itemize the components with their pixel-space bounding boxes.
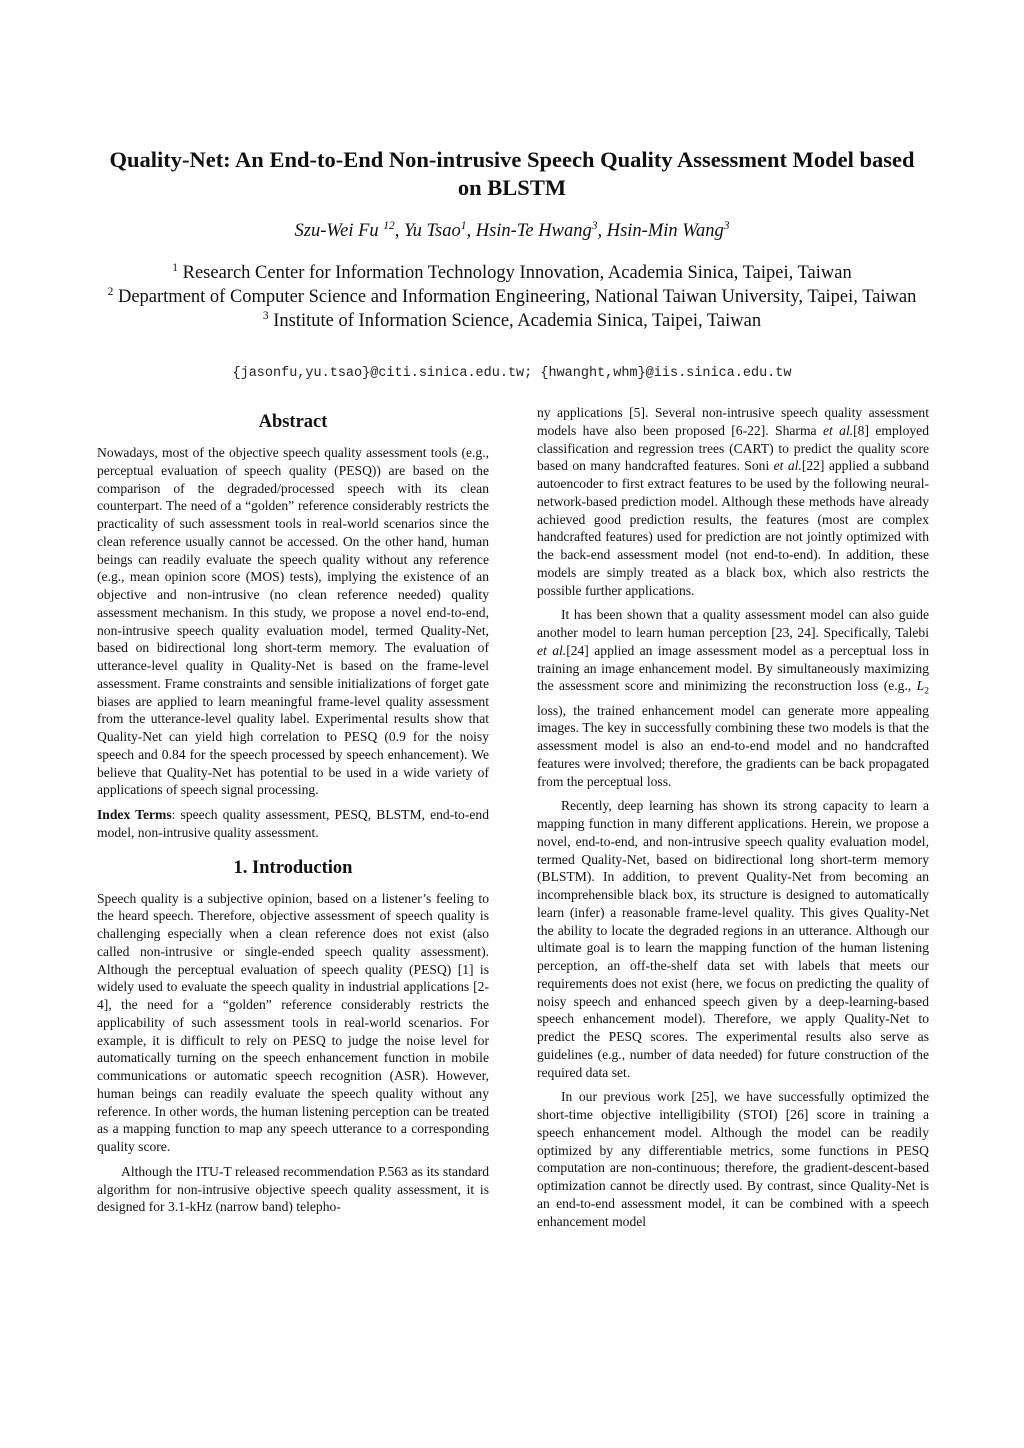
affiliation (96, 309, 928, 333)
author-emails: {jasonfu,yu.tsao}@citi.sinica.edu.tw; {hwanght,whm}@iis.sinica.edu.tw (232, 366, 792, 381)
text-run: loss), the trained enhancement model can generate more appealing images. The key in successfully combining these two models is that the assessment model is also an end-to-end model and no handcrafted features were involved; therefore, the gradients can be back propagated from the perceptual loss. (537, 702, 929, 789)
affiliation-list (96, 261, 928, 333)
text-run: [8] employed classification and regression trees (CART) to predict the quality score based on many handcrafted features. Soni (537, 422, 930, 474)
index-terms (97, 806, 489, 842)
intro-paragraph-2: Although the ITU-T released recommendation P.563 as its standard algorithm for non-intrusive objective speech quality assessment, it is designed for 3.1-kHz (narrow band) telepho- (97, 1163, 489, 1215)
et-al: et al. (773, 458, 802, 474)
introduction-heading: 1. Introduction (233, 857, 353, 878)
right-column (537, 404, 929, 1237)
index-terms-text: : speech quality assessment, PESQ, BLSTM, end-to-end model, non-intrusive quality assessment. (97, 807, 489, 840)
intro-paragraph-1: Speech quality is a subjective opinion, based on a listener’s feeling to the heard speech. Therefore, objective assessment of speech quality is challenging especially when a clean reference does not exist (also called non-intrusive or single-ended speech quality assessment). Although the perceptual evaluation of speech quality (PESQ) [1] is widely used to evaluate the speech quality in industrial applications [2-4], the need for a “golden” reference considerably restricts the applicability of such assessment tools in real-world scenarios. For example, it is difficult to rely on PESQ to judge the noise level for automatically turning on the speech enhancement function in mobile communications or automatic speech recognition (ASR). However, human beings can readily evaluate the speech quality without any reference. In other words, the human listening perception can be treated as a mapping function to map any speech utterance to a corresponding quality score. (97, 890, 489, 1154)
author-affiliation-mark: 1 (460, 219, 467, 232)
left-column (97, 404, 489, 1223)
index-terms-label: Index Terms (97, 807, 172, 822)
affiliation-mark: 2 (107, 285, 114, 298)
affiliation-mark: 3 (262, 309, 269, 322)
text-run: It has been shown that a quality assessment model can also guide another model to learn human perception [23, 24]. Specifically, Talebi (537, 607, 929, 640)
author-list: Szu-Wei Fu $^{12}$, Yu Tsao$^1$, Hsin-Te Hwang$^3$, Hsin-Min Wang$^3$ (294, 219, 730, 241)
author-name: Szu-Wei Fu (294, 221, 379, 241)
author-name: Hsin-Min Wang (606, 221, 724, 241)
math-subscript: 2 (924, 686, 929, 697)
text-run: [24] applied an image assessment model as a perceptual loss in training an image enhancement model. By simultaneously maximizing the assessment score and minimizing the reconstruction loss (e.g., (537, 642, 929, 694)
abstract-text: Nowadays, most of the objective speech quality assessment tools (e.g., perceptual evaluation of speech quality (PESQ)) are based on the comparison of the degraded/processed speech with its clean counterpart. The need of a “golden” reference considerably restricts the practicality of such assessment tools in real-world scenarios since the clean reference usually cannot be accessed. On the other hand, human beings can readily evaluate the speech quality without any reference (e.g., mean opinion score (MOS) tests), implying the existence of an objective and non-intrusive (no clean reference needed) quality assessment mechanism. In this study, we propose a novel end-to-end, non-intrusive speech quality evaluation model, termed Quality-Net, based on bidirectional long short-term memory. The evaluation of utterance-level quality in Quality-Net is based on the frame-level assessment. Frame constraints and sensible initializations of forget gate biases are applied to learn meaningful frame-level quality assessment from the utterance-level quality label. Experimental results show that Quality-Net can yield high correlation to PESQ (0.9 for the noisy speech and 0.84 for the speech processed by speech enhancement). We believe that Quality-Net has potential to be used in a wide variety of applications of speech signal processing. (97, 445, 489, 798)
text-run: [22] applied a subband autoencoder to first extract features to be used by the following neural-network-based prediction model. Although these methods have already achieved good prediction results, the features (most are complex handcrafted features) used for prediction are not jointly optimized with the back-end assessment model (not end-to-end). In addition, these models are simply treated as a black box, which also restricts the possible further applications. (537, 458, 929, 598)
affiliation (96, 285, 928, 309)
math-symbol: L (916, 678, 925, 694)
intro-paragraph-4 (537, 606, 929, 790)
intro-paragraph-3 (537, 404, 929, 599)
affiliation-text: Department of Computer Science and Information Engineering, National Taiwan University, Taipei, Taiwan (117, 287, 917, 307)
paper-title: Quality-Net: An End-to-End Non-intrusive Speech Quality Assessment Model based on BLSTM (109, 147, 915, 200)
author-affiliation-mark: 3 (723, 219, 730, 232)
author-affiliation-mark: 3 (591, 219, 598, 232)
affiliation (96, 261, 928, 285)
author-name: Hsin-Te Hwang (475, 221, 592, 241)
affiliation-text: Research Center for Information Technology Innovation, Academia Sinica, Taipei, Taiwan (182, 263, 852, 283)
text-run: ny applications [5]. Several non-intrusive speech quality assessment models have also been proposed [6-22]. Sharma (537, 405, 929, 438)
affiliation-text: Institute of Information Science, Academia Sinica, Taipei, Taiwan (273, 311, 762, 331)
affiliation-mark: 1 (172, 261, 178, 274)
intro-paragraph-5: Recently, deep learning has shown its strong capacity to learn a mapping function in many different applications. Herein, we propose a novel, end-to-end, and non-intrusive speech quality evaluation model, termed Quality-Net, based on bidirectional long short-term memory (BLSTM). In addition, to prevent Quality-Net from becoming an incomprehensible black box, its structure is designed to automatically learn (infer) a reasonable frame-level quality. This gives Quality-Net the ability to locate the degraded regions in an utterance. Although our ultimate goal is to learn the mapping function of the human listening perception, an off-the-shelf data set with labels that meets our requirements does not exist (here, we focus on predicting the quality of noisy speech and enhanced speech given by a deep-learning-based speech enhancement model). Therefore, we apply Quality-Net to predict the PESQ scores. The experimental results also serve as guidelines (e.g., number of data needed) for future construction of the required data set. (537, 798, 929, 1080)
et-al: et al. (537, 642, 567, 658)
author-affiliation-mark: 12 (383, 219, 395, 232)
et-al: et al. (822, 422, 854, 438)
author-name: Yu Tsao (403, 221, 461, 241)
intro-paragraph-6: In our previous work [25], we have successfully optimized the short-time objective intelligibility (STOI) [26] score in training a speech enhancement model. Although the model can be readily optimized by any differentiable metrics, some functions in PESQ computation are non-continuous; therefore, the gradient-descent-based optimization cannot be directly used. By contrast, since Quality-Net is an end-to-end assessment model, it can be combined with a speech enhancement model (537, 1089, 929, 1229)
abstract-heading: Abstract (258, 412, 328, 432)
